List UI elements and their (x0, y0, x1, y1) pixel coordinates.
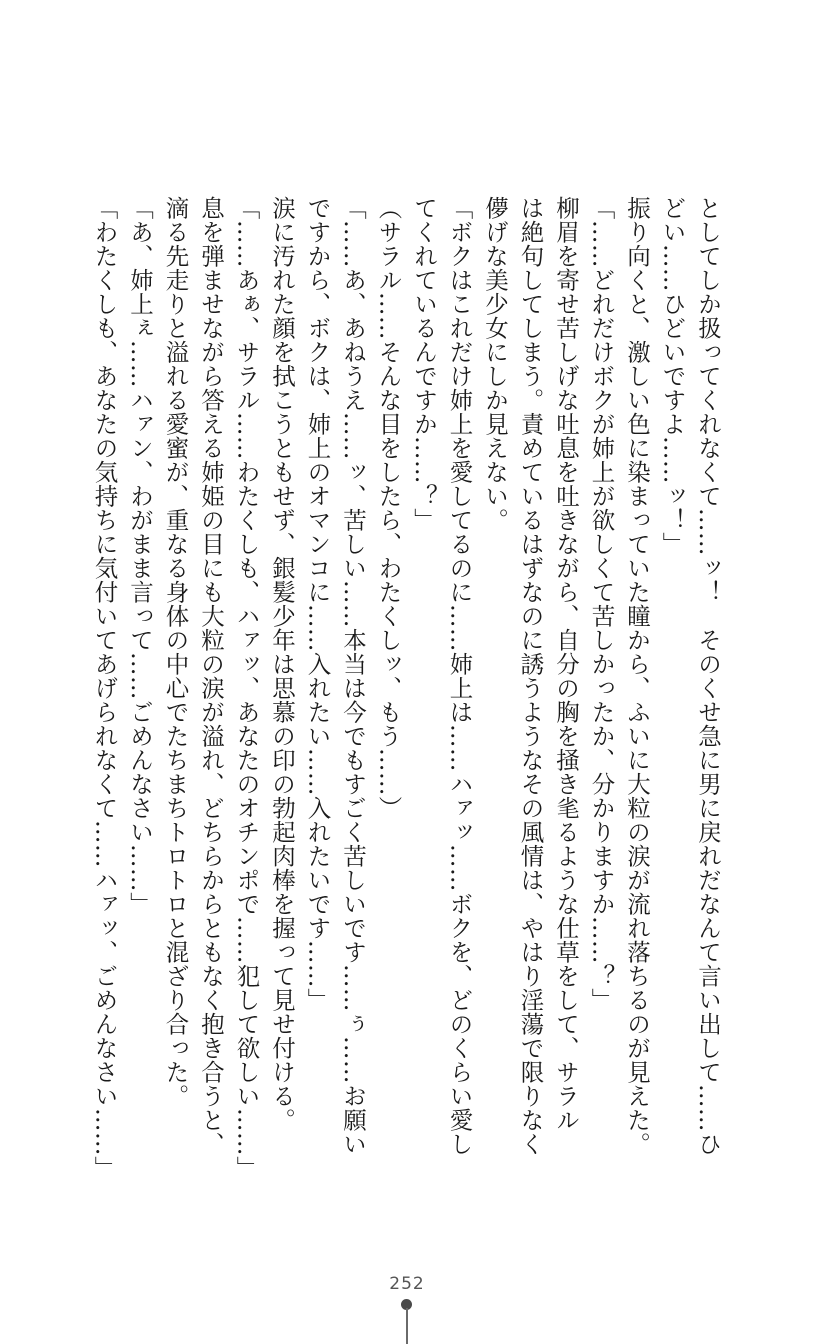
text-line: 儚げな美少女にしか見えない。 (481, 196, 509, 532)
text-line: 柳眉を寄せ苦しげな吐息を吐きながら、自分の胸を掻き毟るような仕草をして、サラル (552, 196, 580, 1132)
text-line: 「ボクはこれだけ姉上を愛してるのに……姉上は……ハァッ……ボクを、どのくらい愛し (445, 196, 474, 1156)
text-line: 「あ、姉上ぇ……ハァン、わがまま言って……ごめんなさい……」 (126, 196, 154, 916)
text-line: は絶句してしまう。責めているはずなのに誘うようなその風情は、やはり淫蕩で限りなく (516, 196, 545, 1156)
text-line: 「……あ、あねうえ……ッ、苦しい……本当は今でもすごく苦しいです……ぅ……お願い (339, 196, 367, 1156)
text-line: 涙に汚れた顔を拭こうともせず、銀髪少年は思慕の印の勃起肉棒を握って見せ付ける。 (268, 196, 296, 1132)
text-line: 「……どれだけボクが姉上が欲しくて苦しかったか、分かりますか……？」 (587, 196, 616, 1012)
text-line: ですから、ボクは、姉上のオマンコに……入れたい……入れたいです……」 (303, 196, 332, 1012)
text-line: としてしか扱ってくれなくて……ッ！ そのくせ急に男に戻れだなんて言い出して……ひ (694, 196, 722, 1156)
body-text (85, 196, 725, 1180)
text-line: てくれているんですか……？」 (410, 196, 438, 532)
text-line: （サラル……そんな目をしたら、わたくしッ、もう……） (374, 196, 403, 820)
text-line: 「……あぁ、サラル……わたくしも、ハァッ、あなたのオチンポで……犯して欲しい……」 (232, 196, 261, 1180)
text-line: 「わたくしも、あなたの気持ちに気付いてあげられなくて……ハァッ、ごめんなさい……」 (90, 196, 119, 1180)
page-number: 252 (389, 1274, 425, 1294)
text-line: 滴る先走りと溢れる愛蜜が、重なる身体の中心でたちまちトロトロと混ざり合った。 (161, 196, 190, 1108)
text-line: どい……ひどいですよ……ッ！」 (658, 196, 687, 556)
text-line: 振り向くと、激しい色に染まっていた瞳から、ふいに大粒の涙が流れ落ちるのが見えた。 (623, 196, 651, 1156)
text-line: 息を弾ませながら答える姉姫の目にも大粒の涙が溢れ、どちらからともなく抱き合うと、 (197, 196, 225, 1156)
page-marker-rule (406, 1308, 408, 1344)
